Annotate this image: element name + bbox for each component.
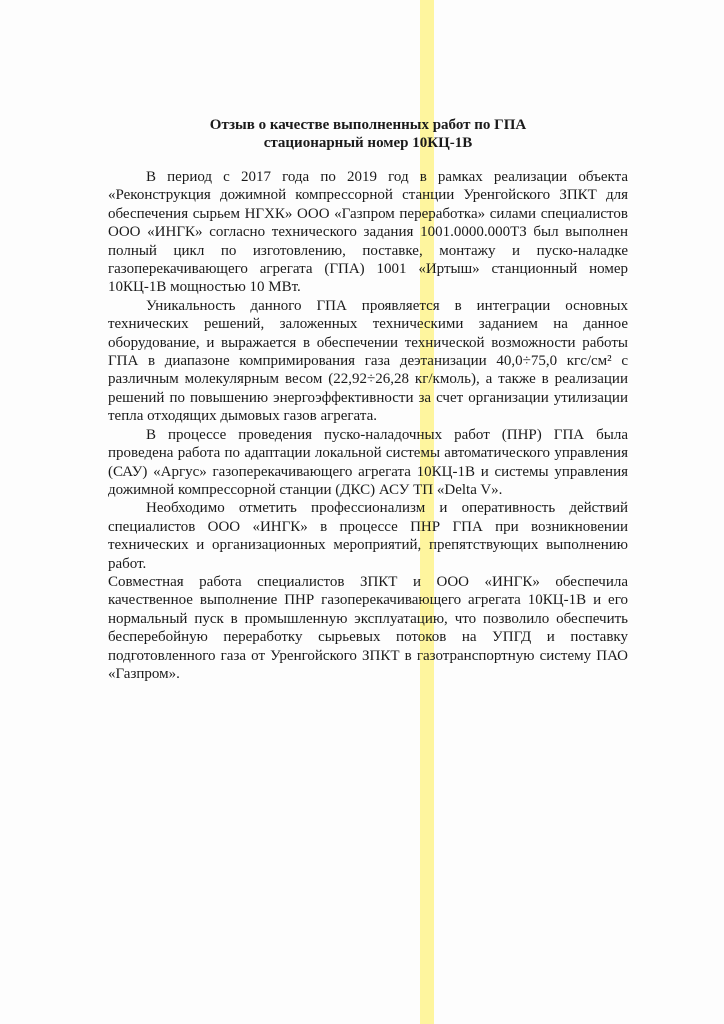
title-line-2: стационарный номер 10КЦ-1В: [263, 135, 473, 151]
document-title: [108, 116, 628, 152]
paragraph-1: В период с 2017 года по 2019 год в рамках реализации объекта «Реконструкция дожимной компрессорной станции Уренгойского ЗПКТ для обеспечения сырьем НГХК» ООО «Газпром переработка» силами специалистов ООО «ИНГК» согласно технического задания 1001.0000.000ТЗ был выполнен полный цикл по изготовлению, поставке, монтажу и пуско-наладке газоперекачивающего агрегата (ГПА) 1001 «Иртыш» станционный номер 10КЦ-1В мощностью 10 МВт.: [108, 169, 628, 296]
paragraph-2: Уникальность данного ГПА проявляется в интеграции основных технических решений, заложенных техническими заданием на данное оборудование, и выражается в обеспечении технической возможности работы ГПА в диапазоне компримирования газа деэтанизации 40,0÷75,0 кгс/см² с различным молекулярным весом (22,92÷26,28 кг/кмоль), а также в реализации решений по повышению энергоэффективности за счет организации утилизации тепла отходящих дымовых газов агрегата.: [108, 297, 628, 425]
paragraph-5: Совместная работа специалистов ЗПКТ и ООО «ИНГК» обеспечила качественное выполнение ПНР газоперекачивающего агрегата 10КЦ-1В и его нормальный пуск в промышленную эксплуатацию, что позволило обеспечить бесперебойную переработку сырьевых потоков на УПГД и поставку подготовленного газа от Уренгойского ЗПКТ в газотранспортную систему ПАО «Газпром».: [108, 573, 628, 682]
document-body: [108, 116, 628, 683]
title-line-1: Отзыв о качестве выполненных работ по ГПА: [209, 117, 527, 133]
paragraph-3: В процессе проведения пуско-наладочных работ (ПНР) ГПА была проведена работа по адаптации локальной системы автоматического управления (САУ) «Аргус» газоперекачивающего агрегата 10КЦ-1В и системы управления дожимной компрессорной станции (ДКС) АСУ ТП «Delta V».: [108, 426, 628, 498]
paragraph-4: Необходимо отметить профессионализм и оперативность действий специалистов ООО «ИНГК» в процессе ПНР ГПА при возникновении технических и организационных мероприятий, препятствующих выполнению работ.: [108, 500, 628, 572]
